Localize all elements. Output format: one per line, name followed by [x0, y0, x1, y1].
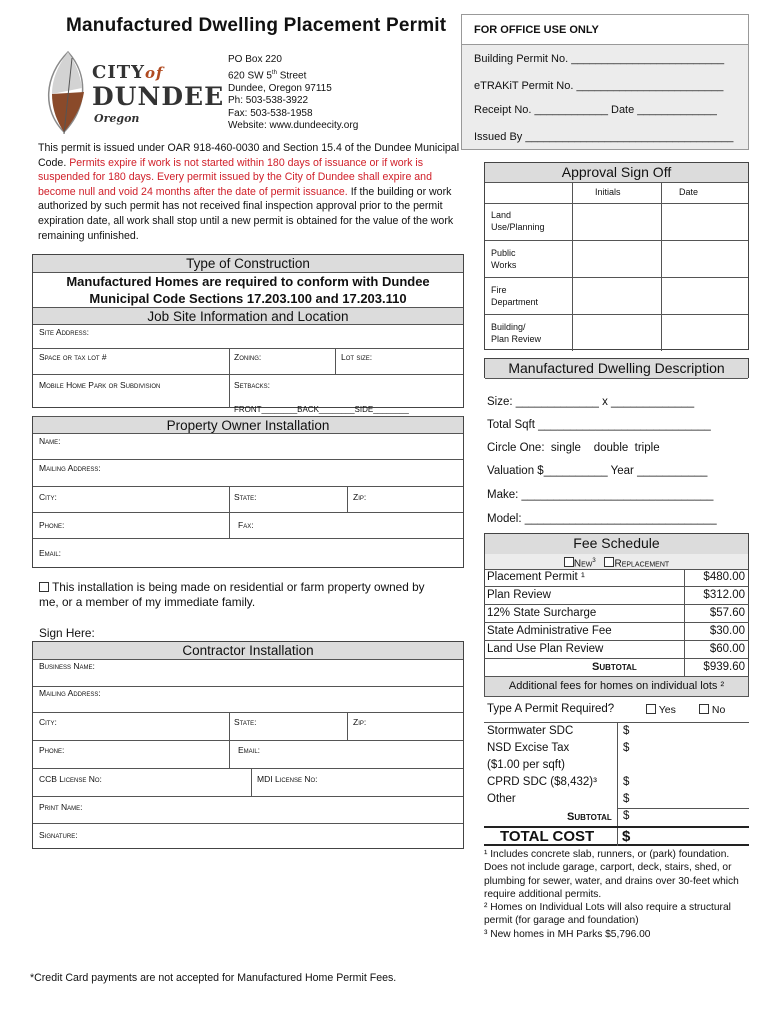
new-replacement-row — [485, 554, 748, 570]
conformance-line1: Manufactured Homes are required to conform with Dundee — [66, 274, 430, 289]
approval-row-fire[interactable] — [491, 284, 538, 308]
owner-header: Property Owner Installation — [33, 416, 463, 434]
land-use-label-2: Use/Planning — [491, 222, 545, 232]
fee-row-plan-review — [484, 587, 749, 605]
replacement-checkbox[interactable] — [604, 557, 614, 567]
nsd-excise-value[interactable]: $ — [623, 742, 630, 754]
cprd-sdc-label: CPRD SDC ($8,432)³ — [487, 776, 597, 788]
other-fee-value[interactable]: $ — [623, 793, 630, 805]
public-works-label-1: Public — [491, 248, 516, 258]
type-a-no-checkbox[interactable] — [699, 704, 709, 714]
mdi-license-field[interactable]: MDI License No: — [257, 774, 318, 784]
sign-here-field[interactable]: Sign Here: — [39, 626, 95, 640]
description-header-box — [484, 358, 749, 378]
logo-name: DUNDEE — [92, 82, 225, 111]
subtotal2-label: Subtotal — [567, 811, 612, 823]
contractor-state-field[interactable]: State: — [234, 717, 257, 727]
logo-state: Oregon — [94, 112, 140, 125]
fee-row-state-admin — [484, 623, 749, 641]
owner-section — [32, 416, 464, 568]
contractor-zip-field[interactable]: Zip: — [353, 717, 367, 727]
business-name-field[interactable]: Business Name: — [39, 661, 95, 671]
type-a-yes-label: Yes — [658, 704, 676, 716]
land-use-review-label: Land Use Plan Review — [487, 643, 604, 655]
address-website: Website: www.dundeecity.org — [228, 120, 359, 132]
subtotal-label: Subtotal — [592, 661, 637, 673]
total-cost-value: $ — [622, 828, 631, 845]
approval-row-public-works[interactable] — [491, 247, 516, 271]
setbacks-label: Setbacks: — [234, 380, 271, 390]
circle-one-field[interactable]: Circle One: single double triple — [487, 442, 660, 454]
signature-field[interactable]: Signature: — [39, 830, 78, 840]
stormwater-value[interactable]: $ — [623, 725, 630, 737]
initials-column-header: Initials — [595, 187, 621, 197]
address-line1: PO Box 220 — [228, 54, 282, 65]
family-property-text-line1: This installation is being made on residential or farm property owned by — [52, 580, 425, 594]
city-logo — [38, 48, 225, 136]
page-title: Manufactured Dwelling Placement Permit — [66, 15, 447, 36]
ccb-license-field[interactable]: CCB License No: — [39, 774, 102, 784]
state-admin-label: State Administrative Fee — [487, 625, 612, 637]
approval-row-building[interactable] — [491, 321, 541, 345]
footnote-1: ¹ Includes concrete slab, runners, or (park) foundation. Does not include garage, carport, deck, stairs, shed, or plumbing for sewer, water, and drains over 30-feet which require additional permits. — [484, 849, 739, 900]
building-label-1: Building/ — [491, 322, 526, 332]
family-property-text-line2: me, or a member of my immediate family. — [39, 595, 256, 609]
new-sup: 3 — [592, 558, 596, 564]
contractor-header: Contractor Installation — [33, 642, 463, 660]
new-checkbox[interactable] — [564, 557, 574, 567]
space-lot-field[interactable]: Space or tax lot # — [39, 352, 107, 362]
state-surcharge-label: 12% State Surcharge — [487, 607, 597, 619]
building-permit-field[interactable]: Building Permit No. _________________________ — [474, 53, 725, 65]
model-field[interactable]: Model: ______________________________ — [487, 513, 717, 525]
contractor-email-field[interactable]: Email: — [238, 745, 261, 755]
size-field[interactable]: Size: _____________ x _____________ — [487, 396, 695, 408]
family-property-checkbox[interactable] — [39, 582, 49, 592]
valuation-year-field[interactable]: Valuation $__________ Year ___________ — [487, 465, 708, 477]
intro-expiry-warning: Permits expire if work is not started within 180 days of issuance or if work is suspended for 180 days. Every permit issued by the City of Dundee shall expire and become null and void 24 months after the date of permit issuance. — [38, 156, 432, 198]
footnote-2: ² Homes on Individual Lots will also require a structural permit (for garage and foundation) — [484, 902, 731, 927]
address-phone: Ph: 503-538-3922 — [228, 95, 309, 107]
description-header: Manufactured Dwelling Description — [485, 359, 748, 379]
family-property-statement — [39, 580, 464, 610]
park-subdivision-field[interactable]: Mobile Home Park or Subdivision — [39, 380, 161, 390]
type-a-yes-checkbox[interactable] — [646, 704, 656, 714]
office-use-box — [461, 14, 749, 150]
office-use-header: FOR OFFICE USE ONLY — [462, 15, 748, 45]
issued-by-field[interactable]: Issued By __________________________________ — [474, 131, 734, 143]
print-name-field[interactable]: Print Name: — [39, 802, 83, 812]
subtotal2-value: $ — [623, 810, 630, 822]
state-surcharge-value: $57.60 — [709, 607, 745, 619]
replacement-label: Replacement — [614, 558, 670, 570]
city-address — [228, 54, 358, 133]
total-sqft-field[interactable]: Total Sqft ___________________________ — [487, 419, 711, 431]
plan-review-value: $312.00 — [703, 589, 745, 601]
total-cost-label: TOTAL COST — [500, 828, 595, 845]
placement-permit-value: $480.00 — [703, 571, 745, 583]
contractor-phone-field[interactable]: Phone: — [39, 745, 65, 755]
plan-review-label: Plan Review — [487, 589, 551, 601]
contractor-section — [32, 641, 464, 849]
fee-row-land-use — [484, 641, 749, 659]
contractor-city-field[interactable]: City: — [39, 717, 57, 727]
approval-row-land-use[interactable] — [491, 209, 545, 233]
building-label-2: Plan Review — [491, 334, 542, 344]
cprd-sdc-value[interactable]: $ — [623, 776, 630, 788]
fee-row-placement — [484, 569, 749, 587]
construction-section — [32, 254, 464, 414]
stormwater-label: Stormwater SDC — [487, 725, 574, 737]
logo-of: of — [145, 64, 164, 82]
permit-intro — [38, 141, 463, 243]
type-a-permit-label: Type A Permit Required? — [487, 703, 615, 715]
fee-footnotes — [484, 848, 752, 941]
fire-label-1: Fire — [491, 285, 507, 295]
contractor-mailing-field[interactable]: Mailing Address: — [39, 688, 101, 698]
owner-phone-field[interactable]: Phone: — [39, 520, 65, 530]
intro-part1: This permit is issued under OAR 918-460-0030 and Section 15.4 of the Dundee Municipal Code. — [38, 142, 460, 169]
owner-fax-field[interactable]: Fax: — [238, 520, 254, 530]
construction-header: Type of Construction — [33, 255, 463, 273]
placement-permit-label: Placement Permit ¹ — [487, 571, 585, 583]
address-line2-number: 620 SW 5 — [228, 69, 272, 81]
fire-label-2: Department — [491, 297, 539, 307]
intro-part3: If the building or work authorized by such permit has not received final inspection approval prior to the permit expiration date, all work shall stop until a new permit is obtained for the value of the work remaining unfinished. — [38, 185, 454, 242]
public-works-label-2: Works — [491, 260, 517, 270]
date-column-header: Date — [679, 187, 699, 197]
zoning-field[interactable]: Zoning: — [234, 352, 262, 362]
receipt-date-field[interactable]: Receipt No. ____________ Date _____________ — [474, 104, 717, 116]
owner-name-field[interactable]: Name: — [39, 436, 61, 446]
owner-state-field[interactable]: State: — [234, 492, 257, 502]
credit-card-note: *Credit Card payments are not accepted for Manufactured Home Permit Fees. — [30, 972, 397, 984]
new-label: New — [573, 558, 593, 570]
owner-zip-field[interactable]: Zip: — [353, 492, 367, 502]
approval-signoff-table — [484, 162, 749, 350]
nsd-excise-label: NSD Excise Tax — [487, 742, 570, 754]
additional-fees-banner: Additional fees for homes on individual lots ² — [484, 677, 749, 697]
fee-schedule-header: Fee Schedule — [485, 534, 748, 554]
fee-row-state-surcharge — [484, 605, 749, 623]
land-use-review-value: $60.00 — [709, 643, 745, 655]
land-use-label-1: Land — [491, 210, 512, 220]
etrakit-permit-field[interactable]: eTRAKiT Permit No. ________________________ — [474, 80, 724, 92]
job-site-header: Job Site Information and Location — [33, 307, 463, 325]
nsd-excise-rate-label: ($1.00 per sqft) — [487, 759, 565, 771]
conformance-line2: Municipal Code Sections 17.203.100 and 17.203.110 — [89, 291, 407, 306]
approval-header: Approval Sign Off — [485, 163, 748, 183]
lot-size-field[interactable]: Lot size: — [341, 352, 373, 362]
address-line2-rest: Street — [276, 69, 307, 81]
address-line2-sup: th — [271, 69, 277, 76]
logo-city: CITY — [92, 62, 145, 83]
other-fee-label: Other — [487, 793, 516, 805]
subtotal-value: $939.60 — [703, 661, 745, 673]
address-line3: Dundee, Oregon 97115 — [228, 82, 332, 94]
setbacks-field[interactable]: FRONT________BACK________SIDE________ — [234, 405, 409, 414]
site-address-field[interactable]: Site Address: — [39, 327, 89, 337]
state-admin-value: $30.00 — [709, 625, 745, 637]
owner-mailing-field[interactable]: Mailing Address: — [39, 463, 101, 473]
type-a-no-label: No — [711, 704, 726, 716]
owner-email-field[interactable]: Email: — [39, 548, 62, 558]
make-field[interactable]: Make: ______________________________ — [487, 489, 714, 501]
fee-row-subtotal — [484, 659, 749, 677]
footnote-3: ³ New homes in MH Parks $5,796.00 — [484, 928, 651, 940]
conformance-notice — [33, 273, 463, 307]
total-cost-row — [484, 826, 749, 846]
owner-city-field[interactable]: City: — [39, 492, 57, 502]
address-fax: Fax: 503-538-1958 — [228, 107, 313, 119]
